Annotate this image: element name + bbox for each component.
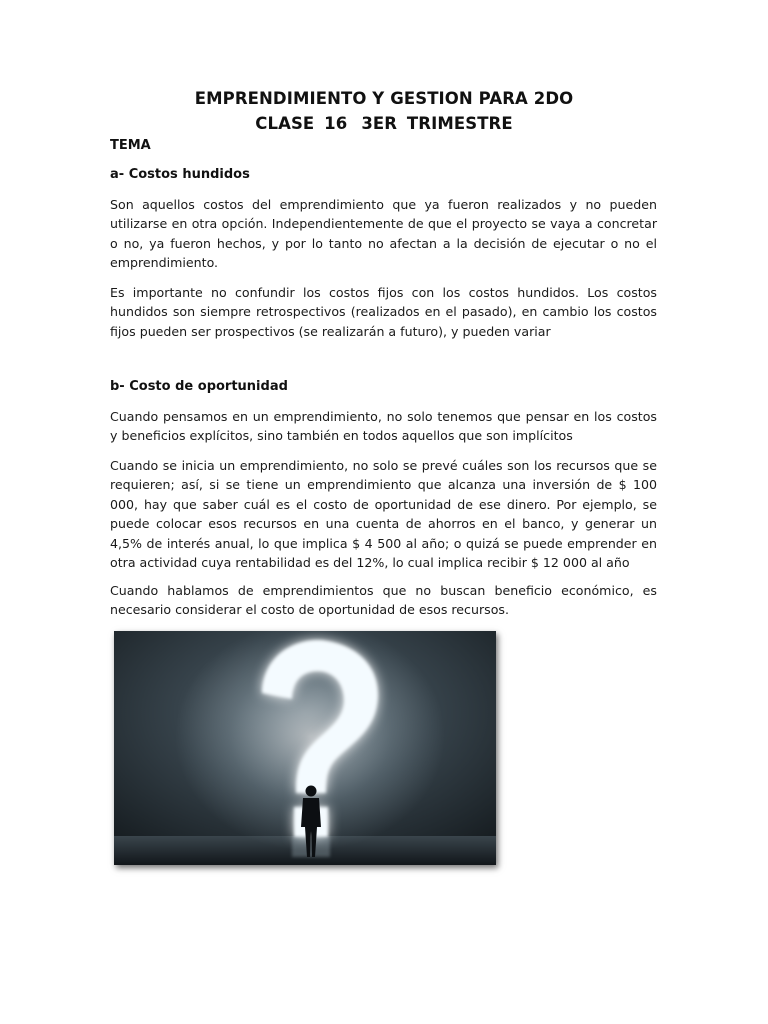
section-b-paragraph-2: Cuando se inicia un emprendimiento, no solo se prevé cuáles son los recursos que se requieren; así, si se tiene un emprendimiento que alcanza una inversión de $ 100 000, hay que saber cuál es el costo de oportunidad de ese dinero. Por ejemplo, se puede colocar esos recursos en una cuenta de ahorros en el banco, y generar un 4,5% de interés anual, lo que implica $ 4 500 al año; o quizá se puede emprender en otra actividad cuya rentabilidad es del 12%, lo cual implica recibir $ 12 000 al año bbox=[110, 458, 657, 571]
class-number: CLASE 16 bbox=[255, 114, 348, 133]
question-mark-image bbox=[114, 631, 496, 865]
document-title: EMPRENDIMIENTO Y GESTION PARA 2DO bbox=[194, 89, 574, 108]
tema-label: TEMA bbox=[110, 138, 151, 153]
question-mark-illustration bbox=[114, 631, 496, 865]
section-a-paragraph-2: Es importante no confundir los costos fijos con los costos hundidos. Los costos hundidos son siempre retrospectivos (realizados en el pasado), en cambio los costos fijos pueden ser prospectivos (se realizarán a futuro), y pueden variar bbox=[110, 285, 657, 339]
section-b-paragraph-3: Cuando hablamos de emprendimientos que no buscan beneficio económico, es necesario considerar el costo de oportunidad de esos recursos. bbox=[110, 583, 657, 618]
section-a-heading: a- Costos hundidos bbox=[110, 167, 250, 182]
document-subtitle bbox=[0, 114, 768, 133]
section-b-heading: b- Costo de oportunidad bbox=[110, 379, 288, 394]
section-b-paragraph-1: Cuando pensamos en un emprendimiento, no solo tenemos que pensar en los costos y beneficios explícitos, sino también en todos aquellos que son implícitos bbox=[110, 409, 657, 444]
section-a-paragraph-1: Son aquellos costos del emprendimiento que ya fueron realizados y no pueden utilizarse en otra opción. Independientemente de que el proyecto se vaya a concretar o no, ya fueron hechos, y por lo tanto no afectan a la decisión de ejecutar o no el emprendimiento. bbox=[110, 197, 657, 271]
trimester-label: 3ER TRIMESTRE bbox=[361, 114, 513, 133]
